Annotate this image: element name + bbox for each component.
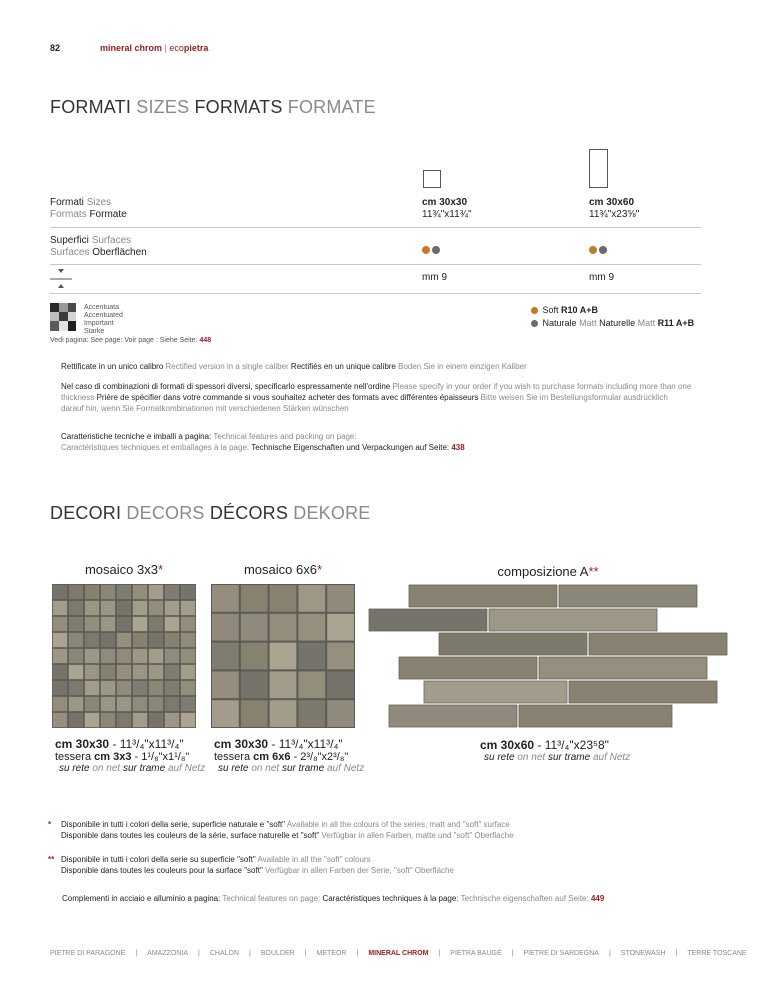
natural-legend: Naturale Matt Naturelle Matt R11 A+B — [531, 317, 694, 330]
mosaic-tessera — [117, 585, 131, 599]
mosaic-tessera — [149, 649, 163, 663]
surface-dots-30x60 — [589, 241, 609, 259]
nav-separator: | — [304, 950, 307, 957]
shade-legend-text: Accentuata Accentuated Important Starke — [84, 304, 123, 335]
page-number: 82 — [50, 43, 61, 53]
mosaic-tessera — [53, 713, 67, 727]
mosaic-tessera — [117, 633, 131, 647]
stone-plank — [424, 681, 567, 703]
mosaic-tessera — [53, 681, 67, 695]
mosaic-tessera — [298, 614, 325, 641]
mosaic-tessera — [101, 585, 115, 599]
mosaic-tessera — [53, 649, 67, 663]
mosaic-tessera — [69, 697, 83, 711]
mosaic-tessera — [165, 665, 179, 679]
mosaic-tessera — [327, 643, 354, 670]
mosaic-tessera — [181, 697, 195, 711]
mosaic-tessera — [133, 681, 147, 695]
divider — [50, 293, 701, 294]
mosaic-tessera — [53, 617, 67, 631]
nav-separator: | — [438, 950, 441, 957]
natural-dot — [599, 246, 607, 254]
mosaic-tessera — [149, 633, 163, 647]
mosaic-tessera — [117, 665, 131, 679]
surfaces-row-label: Superfici Surfaces Surfaces Oberflächen — [50, 235, 147, 258]
mosaic-tessera — [85, 585, 99, 599]
nav-separator: | — [198, 950, 200, 957]
size-30x60: cm 30x60 11¾"x23⅝" — [589, 197, 640, 220]
mosaic-tessera — [181, 665, 195, 679]
mosaic-tessera — [298, 643, 325, 670]
mosaic-tessera — [133, 617, 147, 631]
mosaic-tessera — [270, 671, 297, 698]
mosaic-tessera — [101, 601, 115, 615]
stone-plank — [589, 633, 727, 655]
mosaic-tessera — [85, 649, 99, 663]
stone-plank — [569, 681, 717, 703]
mosaic-tessera — [85, 697, 99, 711]
decor-caption-mosaico-6x6: cm 30x30 - 11³/₄"x11³/₄" tessera cm 6x6 - 2³/₈"x2³/₈" su rete on net sur trame auf Netz — [214, 737, 365, 774]
mosaic-tessera — [117, 617, 131, 631]
mosaic-tessera — [117, 601, 131, 615]
mosaic-tessera — [69, 601, 83, 615]
brand-pietra: pietra — [183, 43, 209, 53]
divider — [50, 227, 701, 228]
nav-item-mineral-chrom[interactable]: MINERAL CHROM — [368, 950, 429, 957]
rectified-note: Rettificate in un unico calibro Rectified version in a single caliber Rectifiés en un unique calibre Boden Sie in einem einzigen Kaliber — [61, 362, 527, 371]
nav-separator: | — [511, 950, 514, 957]
stone-plank — [559, 585, 697, 607]
title-de: FORMATE — [287, 97, 376, 117]
surface-dots-30x30 — [422, 241, 442, 259]
soft-dot — [531, 307, 538, 314]
mosaic-tessera — [85, 681, 99, 695]
mosaic-tessera — [327, 614, 354, 641]
nav-item-pietre-di-paragone[interactable]: PIETRE DI PARAGONE — [50, 950, 126, 957]
mosaic-tessera — [165, 713, 179, 727]
mosaic-tessera — [181, 585, 195, 599]
mosaic-tessera — [270, 614, 297, 641]
brand-eco: eco — [169, 43, 184, 53]
mosaic-tessera — [69, 649, 83, 663]
stone-plank — [539, 657, 707, 679]
mosaic-tessera — [241, 585, 268, 612]
mosaic-tessera — [298, 585, 325, 612]
mosaic-tessera — [165, 697, 179, 711]
mosaic-tessera — [101, 713, 115, 727]
mosaic-tessera — [149, 713, 163, 727]
mosaic-tessera — [212, 700, 239, 727]
nav-item-stonewash[interactable]: STONEWASH — [620, 950, 666, 957]
mosaic-tessera — [85, 665, 99, 679]
mosaic-tessera — [85, 601, 99, 615]
nav-separator: | — [249, 950, 251, 957]
mosaic-tessera — [327, 585, 354, 612]
nav-item-pietre-di-sardegna[interactable]: PIETRE DI SARDEGNA — [523, 950, 599, 957]
mosaic-tessera — [53, 601, 67, 615]
mosaic-tessera — [117, 681, 131, 695]
mosaic-tessera — [53, 665, 67, 679]
mosaico-6x6-image — [211, 584, 355, 728]
decor-caption-composizione-a: cm 30x60 - 11³/₄"x23⁵8" su rete on net sur trame auf Netz — [480, 738, 631, 763]
mosaic-tessera — [101, 665, 115, 679]
mosaic-tessera — [149, 617, 163, 631]
mosaic-tessera — [181, 713, 195, 727]
decors-section-title: DECORI DECORS DÉCORS DEKORE — [50, 503, 371, 523]
mosaic-tessera — [101, 633, 115, 647]
mosaic-tessera — [149, 681, 163, 695]
thickness-icon — [50, 268, 72, 290]
see-page-ref: Vedi pagina: See page: Voir page : Siehe Seite: 448 — [50, 337, 212, 344]
mosaic-tessera — [69, 633, 83, 647]
mosaic-tessera — [149, 665, 163, 679]
mosaic-tessera — [133, 585, 147, 599]
mosaic-tessera — [270, 700, 297, 727]
mosaic-tessera — [69, 713, 83, 727]
natural-dot — [432, 246, 440, 254]
mosaic-tessera — [69, 617, 83, 631]
mosaic-tessera — [270, 643, 297, 670]
nav-item-boulder[interactable]: BOULDER — [260, 950, 295, 957]
mosaic-tessera — [327, 700, 354, 727]
thickness-30x30: mm 9 — [422, 272, 447, 283]
mosaic-tessera — [117, 649, 131, 663]
mosaic-tessera — [212, 585, 239, 612]
nav-separator: | — [675, 950, 678, 957]
mosaic-tessera — [181, 601, 195, 615]
mosaic-tessera — [69, 665, 83, 679]
mosaic-tessera — [133, 665, 147, 679]
mosaic-tessera — [133, 713, 147, 727]
mosaic-tessera — [53, 697, 67, 711]
series-navigation — [50, 950, 747, 957]
stone-plank — [489, 609, 657, 631]
nav-item-amazzonia[interactable]: AMAZZONIA — [147, 950, 189, 957]
divider — [50, 264, 701, 265]
mosaic-tessera — [165, 633, 179, 647]
mosaic-tessera — [165, 601, 179, 615]
mosaic-tessera — [165, 649, 179, 663]
stone-plank — [409, 585, 557, 607]
soft-dot — [589, 246, 597, 254]
mosaic-tessera — [133, 649, 147, 663]
mosaic-tessera — [270, 585, 297, 612]
decor-caption-mosaico-3x3: cm 30x30 - 11³/₄"x11³/₄" tessera cm 3x3 - 1¹/₈"x1¹/₈" su rete on net sur trame auf Netz — [55, 737, 206, 774]
mosaic-tessera — [241, 643, 268, 670]
mosaic-tessera — [133, 601, 147, 615]
title-en: SIZES — [136, 97, 190, 117]
mosaic-tessera — [212, 671, 239, 698]
soft-legend: Soft R10 A+B — [531, 304, 694, 317]
brand-separator: | — [162, 43, 170, 53]
nav-item-chalon[interactable]: CHALON — [209, 950, 240, 957]
mosaic-tessera — [165, 585, 179, 599]
mosaic-tessera — [181, 617, 195, 631]
nav-separator: | — [135, 950, 138, 957]
finish-legend — [531, 304, 694, 330]
decor-title-composizione-a: composizione A** — [497, 564, 599, 579]
mosaic-tessera — [53, 633, 67, 647]
mosaic-tessera — [117, 697, 131, 711]
sizes-row-label: Formati Sizes Formats Formate — [50, 197, 127, 220]
decor-title-mosaico-3x3: mosaico 3x3* — [84, 562, 164, 577]
nav-item-meteor[interactable]: METEOR — [316, 950, 347, 957]
stone-plank — [519, 705, 672, 727]
complements-note: Complementi in acciaio e alluminio a pagina: Technical features on page: Caractéristiques techniques à la page: Technische eigenschaften auf Seite: 449 — [62, 894, 605, 903]
mosaic-tessera — [69, 681, 83, 695]
combination-note: Nel caso di combinazioni di formati di spessori diversi, specificarlo espressamente nell'ordine Please specify in your order if you wish to purchase formats including more than one thickness Prière de spécifier dans votre commande si vous souhaitez acheter des formats avec différentes épaisseurs Bitte weisen Sie im Bestellungsformular ausdrücklich darauf hin, wenn Sie Formatkombinationen mit verschiedenen Stärken wünschen — [61, 382, 692, 413]
size-30x30: cm 30x30 11¾"x11¾" — [422, 197, 472, 220]
nav-separator: | — [356, 950, 359, 957]
stone-plank — [389, 705, 517, 727]
stone-plank — [369, 609, 487, 631]
thickness-30x60: mm 9 — [589, 272, 614, 283]
mosaic-tessera — [165, 681, 179, 695]
nav-item-terre-toscane[interactable]: TERRE TOSCANE — [687, 950, 747, 957]
mosaic-tessera — [165, 617, 179, 631]
soft-dot — [422, 246, 430, 254]
mosaic-tessera — [101, 697, 115, 711]
mosaic-tessera — [212, 614, 239, 641]
mosaic-tessera — [53, 585, 67, 599]
mosaic-tessera — [117, 713, 131, 727]
square-format-icon — [423, 170, 441, 188]
decor-title-mosaico-6x6: mosaico 6x6* — [243, 562, 323, 577]
mosaic-tessera — [149, 601, 163, 615]
mosaic-tessera — [181, 681, 195, 695]
mosaic-tessera — [241, 700, 268, 727]
nav-item-pietra-baug-[interactable]: PIETRA BAUGÉ — [450, 950, 502, 957]
mosaic-tessera — [85, 633, 99, 647]
title-fr: FORMATS — [194, 97, 283, 117]
mosaic-tessera — [212, 643, 239, 670]
composizione-a-image — [368, 584, 728, 728]
mosaic-tessera — [327, 671, 354, 698]
mosaic-tessera — [149, 585, 163, 599]
title-it: FORMATI — [50, 97, 132, 117]
nav-separator: | — [608, 950, 611, 957]
mosaico-3x3-image — [52, 584, 196, 728]
mosaic-tessera — [85, 713, 99, 727]
shade-variation-icon — [50, 303, 76, 331]
mosaic-tessera — [298, 671, 325, 698]
mosaic-tessera — [133, 697, 147, 711]
rectangle-format-icon — [589, 149, 608, 188]
sizes-section-title — [50, 97, 376, 118]
mosaic-tessera — [241, 614, 268, 641]
mosaic-tessera — [101, 617, 115, 631]
mosaic-tessera — [133, 633, 147, 647]
mosaic-tessera — [181, 649, 195, 663]
mosaic-tessera — [69, 585, 83, 599]
stone-plank — [399, 657, 537, 679]
mosaic-tessera — [101, 681, 115, 695]
stone-plank — [439, 633, 587, 655]
mosaic-tessera — [181, 633, 195, 647]
brand-line — [100, 43, 208, 53]
mosaic-tessera — [298, 700, 325, 727]
mosaic-tessera — [101, 649, 115, 663]
technical-features-note: Caratteristiche tecniche e imballi a pagina: Technical features and packing on page: Caractéristiques techniques et emballages à la page: Technische Eigenschaften und Verpackungen auf Seite: 438 — [61, 432, 465, 452]
mosaic-tessera — [85, 617, 99, 631]
mosaic-tessera — [149, 697, 163, 711]
natural-dot — [531, 320, 538, 327]
footnote-double-star: ** Disponibile in tutti i colori della serie su superficie "soft" Available in all the "soft" colours Disponible dans toutes les couleurs pour la surface "soft" Verfügbar in allen Farben der Serie, "soft" Oberfläche — [48, 855, 454, 875]
brand-main: mineral chrom — [100, 43, 163, 53]
footnote-single-star: * Disponibile in tutti i colori della serie, superficie naturale e "soft" Available in all the colours of the series, matt and "soft" surface Disponible dans toutes les couleurs de la série, surface naturelle et "soft" Verfügbar in allen Farben, matte und "soft" Oberflache — [48, 820, 514, 840]
mosaic-tessera — [241, 671, 268, 698]
